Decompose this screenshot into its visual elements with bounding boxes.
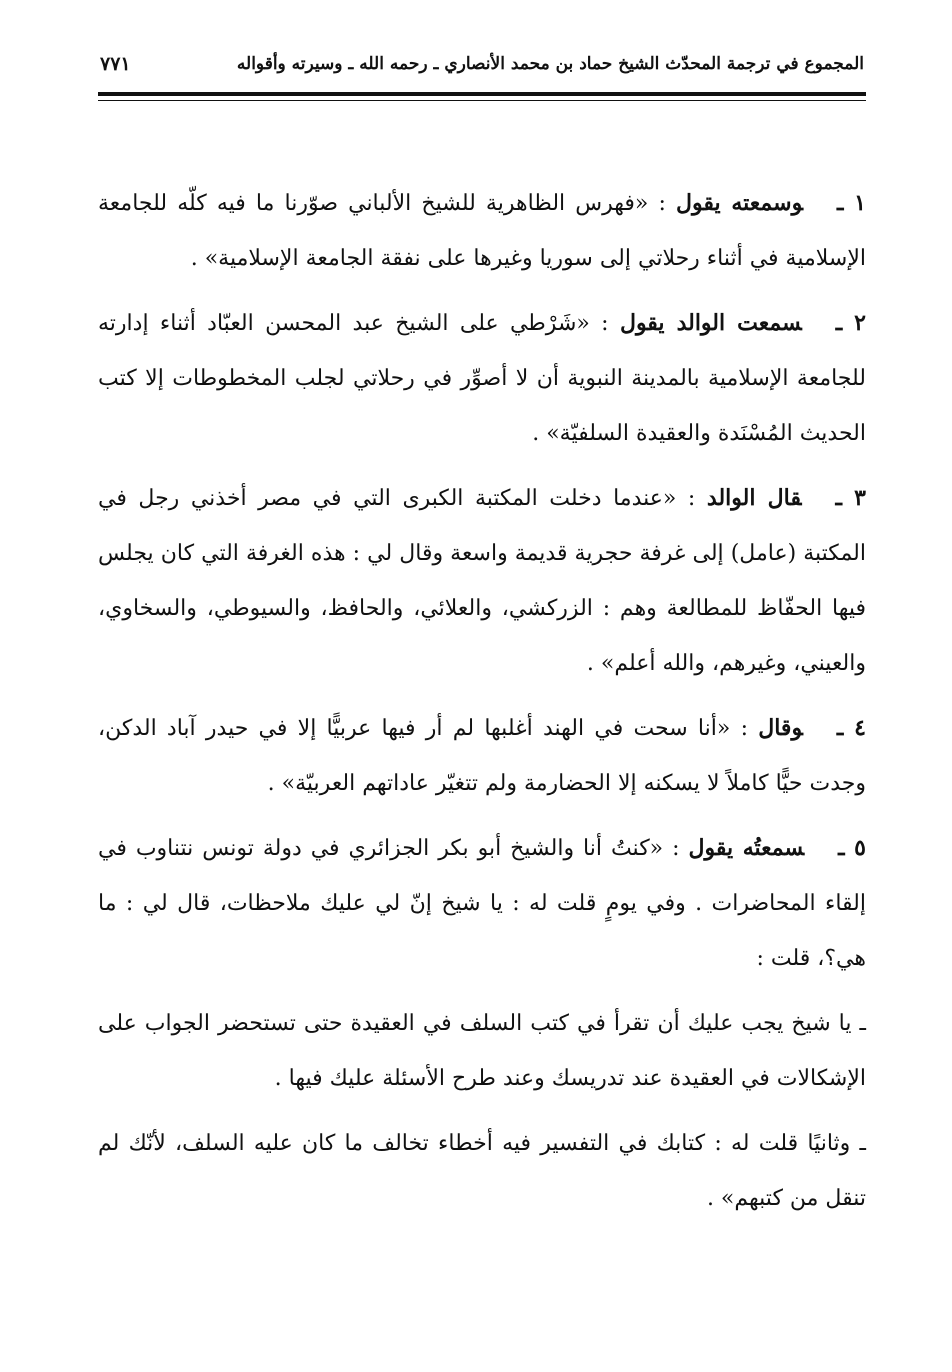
header-rule-thick [98,92,866,96]
paragraph-5 [98,821,866,986]
paragraph-number: ١ ـ [836,190,866,216]
running-header [100,44,864,84]
paragraph-text: : «أنا سحت في الهند أغلبها لم أر فيها عربيًّا إلا في حيدر آباد الدكن، وجدت حيًّا كاملاً لا يسكنه إلا الحضارمة ولم تتغيّر عاداتهم العربيّة» . [98,716,866,796]
paragraph-text: : «فهرس الظاهرية للشيخ الألباني صوّرنا ما فيه كلّه للجامعة الإسلامية في أثناء رحلاتي إلى سوريا وغيرها على نفقة الجامعة الإسلامية» . [98,191,866,271]
paragraph-1 [98,176,866,286]
paragraph-lead: قال الوالد [706,485,802,511]
paragraph-2 [98,296,866,461]
paragraph-number: ٢ ـ [835,310,866,336]
continuation-paragraph-2: ـ وثانيًا قلت له : كتابك في التفسير فيه أخطاء تخالف ما كان عليه السلف، لأنّك لم تنقل من كتبهم» . [98,1131,866,1211]
paragraph-text: : «كنتُ أنا والشيخ أبو بكر الجزائري في دولة تونس نتناوب في إلقاء المحاضرات . وفي يومٍ قلت له : يا شيخ إنّ لي عليك ملاحظات، قال لي : ما هي؟، قلت : [98,836,866,971]
paragraph-number: ٤ ـ [836,715,866,741]
paragraph-lead: وسمعته يقول [676,190,803,216]
continuation-paragraph-1: ـ يا شيخ يجب عليك أن تقرأ في كتب السلف في العقيدة حتى تستحضر الجواب على الإشكالات في العقيدة عند تدريسك وعند طرح الأسئلة عليك فيها . [98,1011,866,1091]
paragraph-text: : «شَرْطي على الشيخ عبد المحسن العبّاد أثناء إدارته للجامعة الإسلامية بالمدينة النبوية أن لا أصوِّر في رحلاتي لجلب المخطوطات إلا كتب الحديث المُسْنَدة والعقيدة السلفيّة» . [98,311,866,446]
paragraph-text: : «عندما دخلت المكتبة الكبرى التي في مصر أخذني رجل في المكتبة (عامل) إلى غرفة حجرية قديمة واسعة وقال لي : هذه الغرفة التي كان يجلس فيها الحفّاظ للمطالعة وهم : الزركشي، والعلائي، والحافظ، والسيوطي، والسخاوي، والعيني، وغيرهم، والله أعلم» . [98,486,866,676]
paragraph-lead: سمعت الوالد يقول [619,310,802,336]
paragraph-lead: وقال [758,715,803,741]
paragraph-number: ٥ ـ [838,835,866,861]
paragraph-number: ٣ ـ [835,485,866,511]
page-number: ٧٧١ [100,53,131,75]
header-title: المجموع في ترجمة المحدّث الشيخ حماد بن محمد الأنصاري ـ رحمه الله ـ وسيرته وأقواله [236,54,864,74]
header-rule-thin [98,100,866,101]
paragraph-lead: سمعتُه يقول [688,835,805,861]
page-body [98,176,866,1236]
paragraph-3 [98,471,866,691]
paragraph-4 [98,701,866,811]
